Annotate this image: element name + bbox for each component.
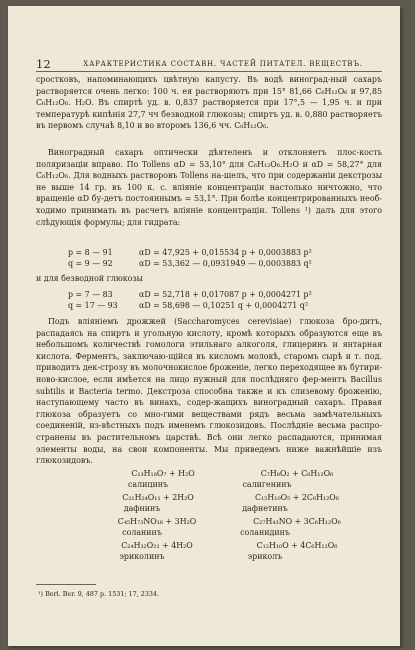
- compound-name: дафнинъ: [123, 504, 161, 513]
- paragraph-text: сростковъ, напоминающихъ цвѣтную капусту. Въ водѣ виноград-ный сахаръ растворяется очень легко: 100 ч. ея растворяютъ при 15° 81,66 C₆H₁₂O₆ и 97,85 C₆H₁₂O₆. H₂O. Въ спиртѣ уд. в. 0,837 растворяется при 17°,5 — 1,95 ч. и при температурѣ кипѣнія 27,7 чч безводной глюкозы; спиртъ уд. в. 0,880 растворяетъ въ первомъ случаѣ 8,10 и во второмъ 136,6 чч. C₆H₁₂O₆.: [36, 75, 382, 131]
- compound-name: салигенинъ: [242, 480, 292, 489]
- formula: αD = 53,362 — 0,0931949 — 0,0003883 q²: [139, 259, 312, 268]
- formula: αD = 47,925 + 0,015534 p + 0,0003883 p²: [139, 248, 312, 257]
- formula: αD = 52,718 + 0,017087 p + 0,0004271 p²: [139, 290, 312, 299]
- paragraph-3: [36, 316, 382, 467]
- reaction-left: C₂₄H₃₂O₂₁ + 4H₂O: [121, 541, 193, 550]
- paragraph-1: [36, 74, 382, 132]
- reaction-left: C₄₅H₇₃NO₁₆ + 3H₂O: [117, 517, 197, 526]
- running-head: ХАРАКТЕРИСТИКА СОСТАВН. ЧАСТЕЙ ПИТАТЕЛ. ВЕЩЕСТВЪ.: [83, 60, 363, 68]
- formula-range: p = 8 — 91: [68, 248, 113, 257]
- formula-range: q = 9 — 92: [68, 259, 113, 268]
- compound-name: соланинъ: [122, 528, 162, 537]
- paragraph-text: Виноградный сахаръ оптически дѣятеленъ и отклоняетъ плос-кость поляризаціи вправо. По Tollens αD = 53,10° для C₆H₁₂O₆.H₂O и αD = 58,27° для C₆H₁₂O₆. Для водныхъ растворовъ Tollens на-шелъ, что при содержаніи декстрозы не выше 14 гр. въ 100 к. с. вліяніе концентраціи настолько ничтожно, что вращеніе αD бу-детъ постояннымъ = 53,1°. При болѣе концентрированныхъ необ-ходимо принимать въ расчетъ вліяніе концентраціи. Tollens ¹) далъ для этого слѣдующія формулы; для гидрата:: [36, 148, 382, 227]
- footnote: ¹) Berl. Ber. 9, 487 p. 1531; 17, 2334.: [38, 590, 160, 598]
- reaction-left: C₂₁H₂₄O₁₁ + 2H₂O: [122, 493, 194, 502]
- anhydrous-intro: и для безводной глюкозы: [36, 274, 143, 283]
- reaction-right: C₂₇H₄₃NO + 3C₆H₁₂O₆: [253, 517, 341, 526]
- page-header: [36, 58, 382, 70]
- reaction-left: C₁₃H₁₈O₇ + H₂O: [131, 469, 195, 478]
- formula-range: p = 7 — 83: [68, 290, 113, 299]
- formula: αD = 58,698 — 0,10251 q + 0,0004271 q²: [139, 301, 309, 310]
- book-page: [8, 6, 400, 646]
- formula-range: q = 17 — 93: [68, 301, 118, 310]
- compound-name: соланидинъ: [240, 528, 290, 537]
- compound-name: дафнетинъ: [242, 504, 288, 513]
- footnote-rule: [36, 584, 96, 585]
- compound-name: эриколъ: [247, 552, 283, 561]
- paragraph-2: [36, 147, 382, 228]
- reaction-right: C₁₅H₁₀O₅ + 2C₆H₁₂O₆: [255, 493, 339, 502]
- compound-name: эриколинъ: [119, 552, 165, 561]
- compound-name: салицинъ: [127, 480, 168, 489]
- reaction-right: C₇H₈O₂ + C₆H₁₂O₆: [260, 469, 334, 478]
- reaction-right: C₁₂H₁₀O + 4C₆H₁₂O₆: [256, 541, 338, 550]
- paragraph-text: Подъ вліяніемъ дрожжей (Saccharomyces cerevisiae) глюкоза бро-дитъ, распадаясь на спиртъ и угольную кислоту, кромѣ которыхъ образуются еще въ небольшомъ количествѣ гомологи этильнаго алкоголя, глицеринъ и янтарная кислота. Ферментъ, заключаю-щійся въ кисломъ молокѣ, старомъ сырѣ и т. под. приводитъ дек-строзу въ молочнокислое броженіе, легко переходящее въ бутири-ново-кислое, если имѣется на лицо нужный для послѣдняго фер-ментъ Bacillus subtilis и Bacteria termo. Декстроза способна также и къ слизевому броженію, наступающему часто въ винахъ, содер-жащихъ виноградный сахаръ. Правая глюкоза образуетъ со мно-гими веществами рядъ весьма замѣчательныхъ соединеній, из-вѣстныхъ подъ именемъ глюкозидовъ. Послѣдніе весьма распро-странены въ растительномъ царствѣ. Всѣ они легко распадаются, принимая элементы воды, на свои компоненты. Мы приведемъ ниже важнѣйшіе изъ глюкозидовъ.: [36, 317, 382, 466]
- page-number: 12: [36, 57, 51, 71]
- header-rule: [36, 71, 382, 72]
